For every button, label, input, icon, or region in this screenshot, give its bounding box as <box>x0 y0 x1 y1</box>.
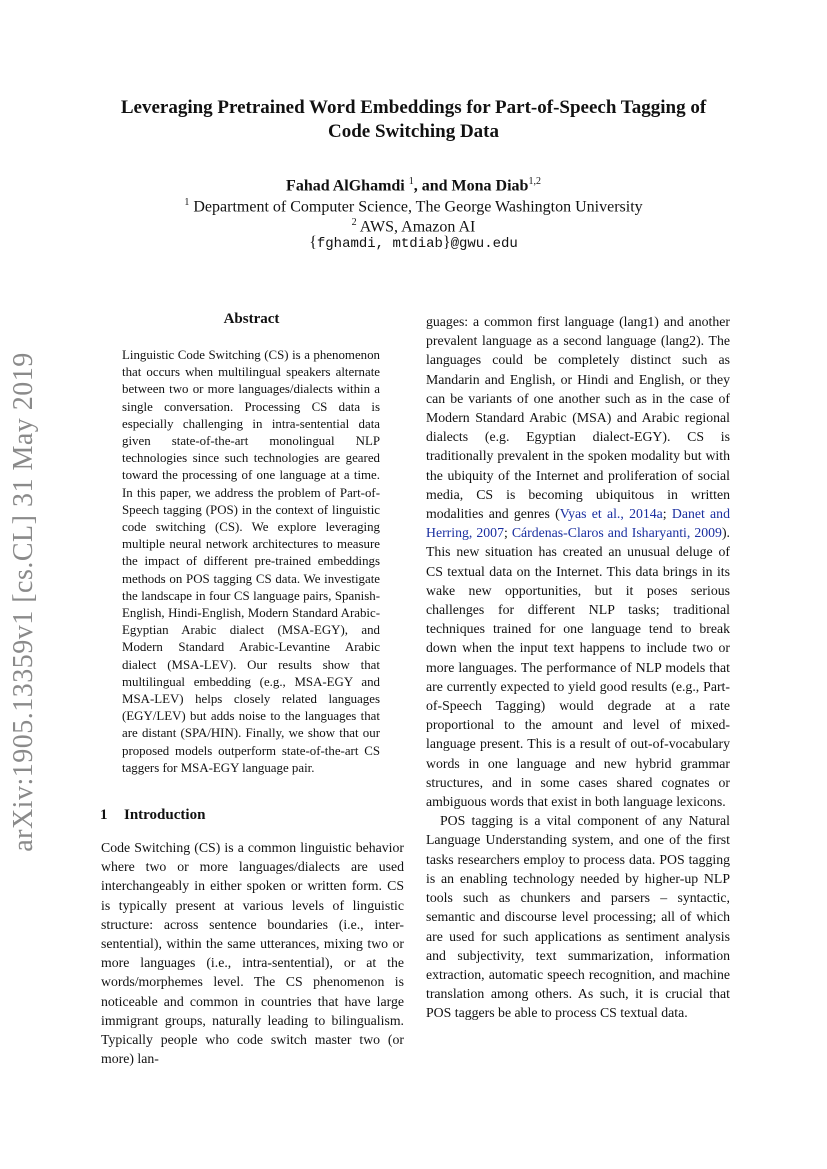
title-line-1: Leveraging Pretrained Word Embeddings for Part-of-Speech Tagging of <box>120 97 707 118</box>
email-brace-close: } <box>442 234 451 251</box>
introduction-column <box>101 838 404 1068</box>
author-2: Mona Diab <box>451 177 529 195</box>
right-paragraph-1 <box>426 312 730 811</box>
citation-danet-herring-2007[interactable]: Danet and Herring, 2007 <box>426 506 730 541</box>
section-heading-introduction <box>100 807 205 824</box>
author-1: Fahad AlGhamdi <box>286 177 405 195</box>
email-names: fghamdi, mtdiab <box>316 236 443 252</box>
paper-title <box>80 96 747 144</box>
intro-paragraph-1: Code Switching (CS) is a common linguistic behavior where two or more languages/dialects are used interchangeably in either spoken or written form. CS is typically present at various levels of linguistic structure: across sentence boundaries (i.e., inter-sentential), within the same utterances, mixing two or more languages (i.e., intra-sentential), or at the words/morphemes level. The CS phenomenon is noticeable and common in countries that have large immigrant groups, naturally leading to bilingualism. Typically people who code switch master two (or more) lan- <box>101 840 404 1067</box>
affiliation-2-text: AWS, Amazon AI <box>359 218 476 236</box>
author-1-affil: 1 <box>408 176 414 187</box>
right-paragraph-2: POS tagging is a vital component of any Natural Language Understanding system, and one of the first tasks researchers employ to process data. POS tagging is an enabling technology needed by higher-up NLP tools such as chunkers and parsers – syntactic, semantic and discourse level processing; all of which are used for such applications as sentiment analysis and subjectivity, text summarization, information extraction, automatic speech recognition, and machine translation among others. As such, it is crucial that POS taggers be able to process CS textual data. <box>426 813 730 1021</box>
citation-separator: ; <box>503 525 512 541</box>
arxiv-watermark <box>2 352 46 852</box>
email-brace-open: { <box>309 234 317 251</box>
author-emails <box>80 233 747 254</box>
right-para1-end: ). This new situation has created an unusual deluge of CS textual data on the Internet. This data brings in its wake new opportunities, but it poses serious challenges for different NLP tasks; traditional techniques trained for one language tend to break down when the input text happens to include two or more languages. The performance of NLP models that are currently expected to yield good results (e.g., Part-of-Speech Tagging) would degrade at a rate proportional to the amount and level of mixed-language present. This is a result of out-of-vocabulary words in one language and new hybrid grammar structures, and in some cases shared cognates or ambiguous words that exist in both language lexicons. <box>426 525 730 810</box>
abstract-heading: Abstract <box>223 311 280 327</box>
affiliation-1-text: Department of Computer Science, The George Washington University <box>193 198 643 216</box>
citation-cardenas-claros-2009[interactable]: Cárdenas-Claros and Isharyanti, 2009 <box>511 525 722 541</box>
abstract-text: Linguistic Code Switching (CS) is a phenomenon that occurs when multilingual speakers alternate between two or more languages/dialects within a single conversation. Processing CS data is especially challenging in intra-sentential data given state-of-the-art monolingual NLP technologies since such technologies are geared toward the processing of one language at a time. In this paper, we address the problem of Part-of-Speech tagging (POS) in the context of linguistic code switching (CS). We explore leveraging multiple neural network architectures to measure the impact of different pre-trained embeddings methods on POS tagging CS data. We investigate the landscape in four CS language pairs, Spanish-English, Hindi-English, Modern Standard Arabic- Egyptian Arabic dialect (MSA-EGY), and Modern Standard Arabic-Levantine Arabic dialect (MSA-LEV). Our results show that multilingual embedding (e.g., MSA-EGY and MSA-LEV) helps closely related languages (EGY/LEV) but adds noise to the languages that are distant (SPA/HIN). Finally, we show that our proposed models outperform state-of-the-art CS taggers for MSA-EGY language pair. <box>122 348 380 775</box>
affiliation-1-marker: 1 <box>184 197 190 208</box>
title-line-2: Code Switching Data <box>327 121 499 142</box>
affiliation-2-marker: 2 <box>351 217 357 228</box>
right-column <box>426 312 730 1023</box>
citation-vyas-2014a[interactable]: Vyas et al., 2014a <box>559 506 663 522</box>
right-para1-start: guages: a common first language (lang1) and another prevalent language as a second language (lang2). The languages could be completely distinct such as Mandarin and English, or Hindi and English, or they can be variants of one another such as in the case of Modern Standard Arabic (MSA) and Arabic regional dialects (e.g. Egyptian dialect-EGY). CS is traditionally prevalent in the spoken modality but with the ubiquity of the Internet and proliferation of social media, CS is becoming ubiquitous in written modalities and genres ( <box>426 314 730 522</box>
citation-separator: ; <box>662 506 672 522</box>
author-separator: , and <box>413 177 452 195</box>
author-2-affil: 1,2 <box>528 176 541 187</box>
section-title: Introduction <box>124 807 206 823</box>
arxiv-id: arXiv:1905.13359v1 [cs.CL] 31 May 2019 <box>8 352 39 852</box>
email-domain: @gwu.edu <box>450 236 518 252</box>
section-number: 1 <box>100 807 108 823</box>
